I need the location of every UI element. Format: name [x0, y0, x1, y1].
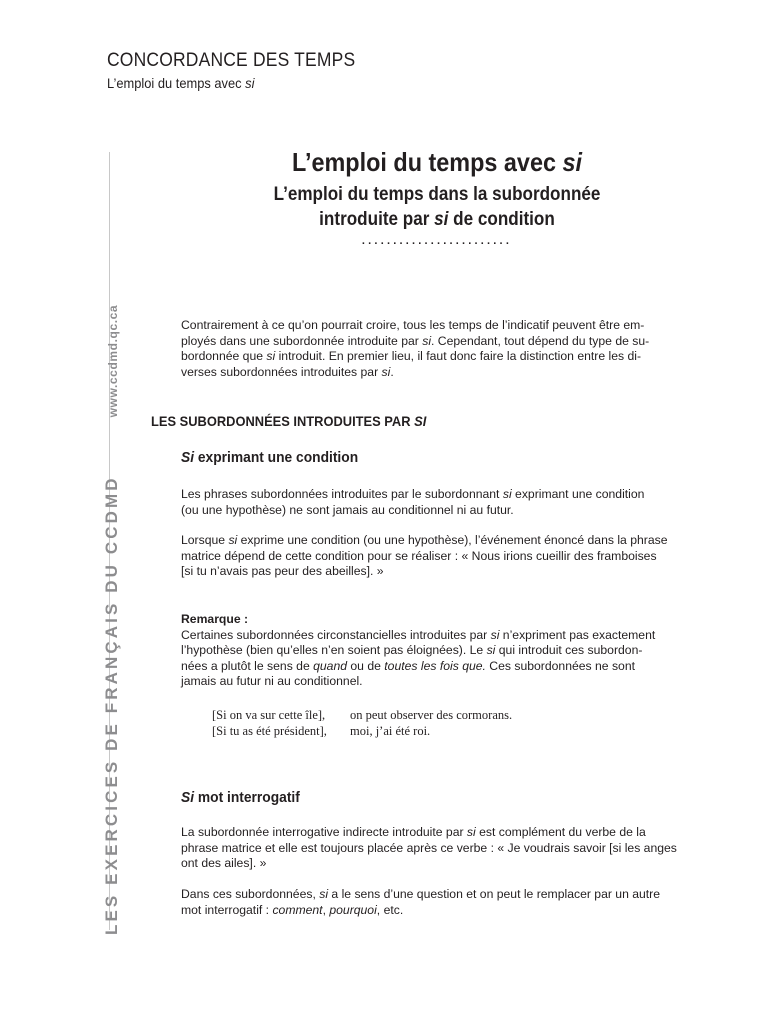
sidebar-vertical-text — [102, 304, 122, 935]
condition-paragraph-2: Lorsque si exprime une condition (ou une hypothèse), l’événement énoncé dans la phrase matrice dépend de cette condition pour se réaliser : « Nous irions cueillir des framboises [si tu n’avais pas peur des abeilles]. » — [181, 533, 668, 578]
page-subtitle-line2: introduite par si de condition — [319, 209, 555, 230]
sidebar-site: www.ccdmd.qc.ca — [106, 304, 120, 418]
running-header-title: CONCORDANCE DES TEMPS — [107, 50, 356, 71]
subsection-heading-condition: Si exprimant une condition — [181, 449, 359, 466]
examples-block — [212, 707, 512, 739]
dotted-divider: ........................ — [361, 235, 513, 247]
subsection-heading-interrogative: Si mot interrogatif — [181, 789, 300, 806]
page-title: L’emploi du temps avec si — [291, 147, 582, 177]
remark-block: Remarque : Certaines subordonnées circonstancielles introduites par si n’expriment pas exactement l’hypothèse (bien qu’elles n’en soient pas éloignées). Le si qui introduit ces subordon- nées a plutôt le sens de quand ou de toutes les fois que. Ces subordonnées ne sont jamais au futur ni au conditionnel. — [181, 612, 695, 690]
page-subtitle-line1: L’emploi du temps dans la subordonnée — [273, 184, 601, 205]
running-header-subtitle: L’emploi du temps avec si — [107, 75, 255, 91]
interrogative-paragraph-2: Dans ces subordonnées, si a le sens d’une question et on peut le remplacer par un autre mot interrogatif : comment, pourquoi, etc. — [181, 887, 661, 917]
running-header — [107, 50, 377, 92]
page-title-block — [180, 146, 694, 248]
intro-paragraph: Contrairement à ce qu’on pourrait croire, tous les temps de l’indicatif peuvent être em- ployés dans une subordonnée introduite par si. Cependant, tout dépend du type de su- bordonnée que si introduit. En premier lieu, il faut donc faire la distinction entre les di- verses subordonnées introduites par si. — [181, 318, 650, 379]
example-row: [Si on va sur cette île], on peut observer des cormorans. — [212, 708, 513, 722]
sidebar-series: LES EXERCICES DE FRANÇAIS DU CCDMD — [102, 475, 121, 935]
example-row: [Si tu as été président], moi, j’ai été roi. — [212, 724, 431, 738]
interrogative-paragraph-1: La subordonnée interrogative indirecte introduite par si est complément du verbe de la phrase matrice et elle est toujours placée après ce verbe : « Je voudrais savoir [si les anges ont des ailes]. » — [181, 825, 677, 870]
remark-label: Remarque : — [181, 612, 249, 626]
condition-paragraph-1: Les phrases subordonnées introduites par le subordonnant si exprimant une condition (ou une hypothèse) ne sont jamais au conditionnel ni au futur. — [181, 487, 645, 517]
section-heading: LES SUBORDONNÉES INTRODUITES PAR SI — [151, 413, 427, 429]
